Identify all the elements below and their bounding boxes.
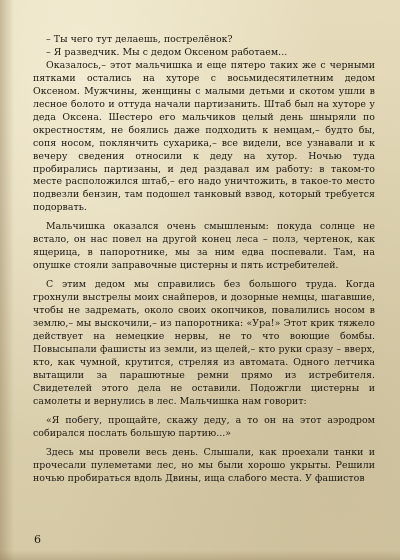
paragraph: С этим дедом мы справились без большого труда. Когда грохнули выстрелы моих снайперов, и дозорные немцы, шагавшие, чтобы не задремать, около своих окопчиков, повалились носом в землю,– мы выскочили,– из папоротника: «Ура!» Этот крик тяжело действует на немецкие нервы, не то что воющие бомбы. Повысыпали фашисты из земли, из щелей,– кто руки сразу – вверх, кто, как чумной, крутится, стреляя из автомата. Одного летчика вытащили за парашютные ремни прямо из истребителя. Свидетелей этого дела не оставили. Подожгли цистерны и самолеты и вернулись в лес. Мальчишка нам говорит: <box>33 279 375 407</box>
dialogue-line: – Я разведчик. Мы с дедом Оксеном работаем... <box>46 46 288 58</box>
paragraph: Оказалось,– этот мальчишка и еще пятеро таких же с черными пятками остались на хуторе с восьмидесятилетним дедом Оксеном. Мужчины, женщины с малыми детьми и скотом ушли в лесное болото и оттуда начали партизанить. Штаб был на хуторе у деда Оксена. Шестеро его мальчиков целый день шныряли по окрестностям, не боялись даже подходить к немцам,– будто бы, сопя носом, поклянчить сухарика,– все видели, все узнавали и к вечеру сведения относили к деду на хутор. Ночью туда пробирались партизаны, и дед раздавал им работу: в таком-то месте расположился штаб,– его надо уничтожить, в такое-то место подвезли бензин, там подошел танковый взвод, который требуется подорвать. <box>33 59 375 214</box>
page-text <box>33 34 375 485</box>
paragraph: Здесь мы провели весь день. Слышали, как проехали танки и прочесали пулеметами лес, но мы были хорошо укрыты. Решили ночью пробираться вдоль Двины, ища слабого места. У фашистов <box>33 446 375 484</box>
quote-paragraph: «Я побегу, прощайте, скажу деду, а то он на этот аэродром собирался послать большую партию...» <box>33 414 375 439</box>
paragraph: Мальчишка оказался очень смышленым: покуда солнце не встало, он нас повел на другой конец леса – полз, чертенок, как ящерица, в папоротнике, мы за ним едва поспевали. Там, на опушке стояли заправочные цистерны и пять истребителей. <box>33 221 375 272</box>
page-edge-shadow <box>0 0 14 560</box>
page-bottom-shadow <box>0 550 400 560</box>
dialogue-line: – Ты чего тут делаешь, пострелёнок? <box>46 34 233 45</box>
page-number: 6 <box>34 533 41 546</box>
